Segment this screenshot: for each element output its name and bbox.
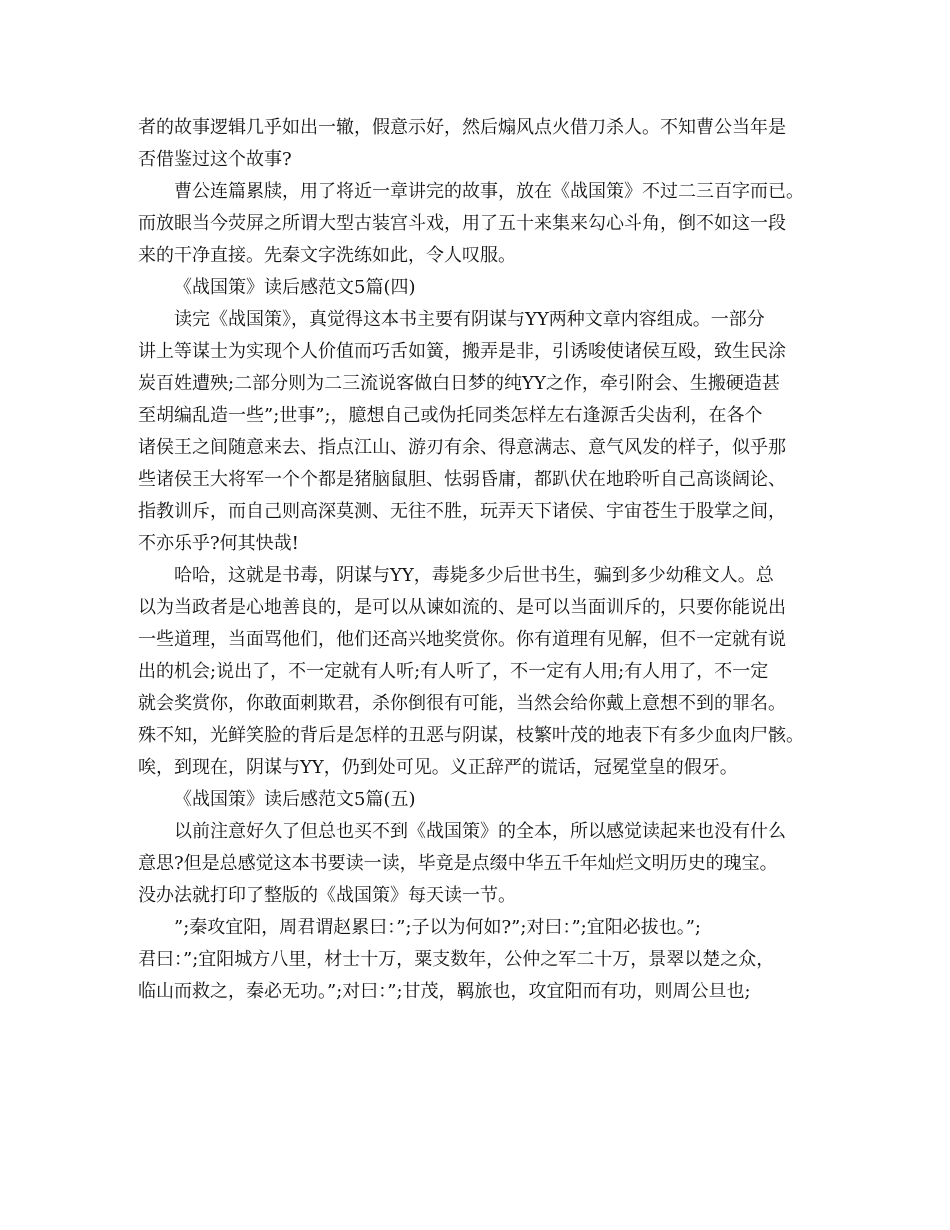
text-line: 否借鉴过这个故事? <box>138 149 292 170</box>
text-line: 而放眼当今荧屏之所谓大型古装宫斗戏，用了五十来集来勾心斗角，倒不如这一段 <box>138 213 786 234</box>
text-line: 不亦乐乎?何其快哉! <box>138 533 299 554</box>
text-line: 出的机会;说出了，不一定就有人听;有人听了，不一定有人用;有人用了，不一定 <box>138 661 769 682</box>
text-line: 殊不知，光鲜笑脸的背后是怎样的丑恶与阴谋，枝繁叶茂的地表下有多少血肉尸骸。 <box>138 725 804 746</box>
text-line: 没办法就打印了整版的《战国策》每天读一节。 <box>138 885 516 906</box>
section-heading: 《战国策》读后感范文5篇(四) <box>174 277 416 298</box>
text-line: 讲上等谋士为实现个人价值而巧舌如簧，搬弄是非，引诱唆使诸侯互殴，致生民涂 <box>138 341 786 362</box>
text-line: 指教训斥，而自己则高深莫测、无往不胜，玩弄天下诸侯、宇宙苍生于股掌之间， <box>138 501 786 522</box>
text-line: 一些道理，当面骂他们，他们还高兴地奖赏你。你有道理有见解，但不一定就有说 <box>138 629 786 650</box>
text-line: 以前注意好久了但总也买不到《战国策》的全本，所以感觉读起来也没有什么 <box>174 821 786 842</box>
section-heading: 《战国策》读后感范文5篇(五) <box>174 789 416 810</box>
text-line: 就会奖赏你，你敢面刺欺君，杀你倒很有可能，当然会给你戴上意想不到的罪名。 <box>138 693 786 714</box>
text-line: 以为当政者是心地善良的，是可以从谏如流的、是可以当面训斥的，只要你能说出 <box>138 597 786 618</box>
text-line: 些诸侯王大将军一个个都是猪脑鼠胆、怯弱昏庸，都趴伏在地聆听自己高谈阔论、 <box>138 469 786 490</box>
text-line: 来的干净直接。先秦文字洗练如此，令人叹服。 <box>138 245 516 266</box>
document-body <box>138 112 818 1008</box>
text-line: ”;秦攻宜阳，周君谓赵累曰：”;子以为何如?”;对曰：”;宜阳必拔也。”; <box>174 917 701 938</box>
text-line: 临山而救之，秦必无功。”;对曰：”;甘茂，羁旅也，攻宜阳而有功，则周公旦也; <box>138 981 751 1002</box>
text-line: 君曰：”;宜阳城方八里，材士十万，粟支数年，公仲之军二十万，景翠以楚之众， <box>138 949 775 970</box>
text-line: 哈哈，这就是书毒，阴谋与YY，毒毙多少后世书生，骗到多少幼稚文人。总 <box>174 565 774 586</box>
text-line: 至胡编乱造一些”;世事”;，臆想自己或伪托同类怎样左右逢源舌尖齿利，在各个 <box>138 405 763 426</box>
text-line: 唉，到现在，阴谋与YY，仍到处可见。义正辞严的谎话，冠冕堂皇的假牙。 <box>138 757 738 778</box>
text-line: 曹公连篇累牍，用了将近一章讲完的故事，放在《战国策》不过二三百字而已。 <box>174 181 804 202</box>
text-line: 者的故事逻辑几乎如出一辙，假意示好，然后煽风点火借刀杀人。不知曹公当年是 <box>138 117 786 138</box>
text-line: 读完《战国策》，真觉得这本书主要有阴谋与YY两种文章内容组成。一部分 <box>174 309 765 330</box>
text-line: 诸侯王之间随意来去、指点江山、游刃有余、得意满志、意气风发的样子，似乎那 <box>138 437 786 458</box>
text-line: 意思?但是总感觉这本书要读一读，毕竟是点缀中华五千年灿烂文明历史的瑰宝。 <box>138 853 778 874</box>
text-line: 炭百姓遭殃;二部分则为二三流说客做白日梦的纯YY之作，牵引附会、生搬硬造甚 <box>138 373 780 394</box>
